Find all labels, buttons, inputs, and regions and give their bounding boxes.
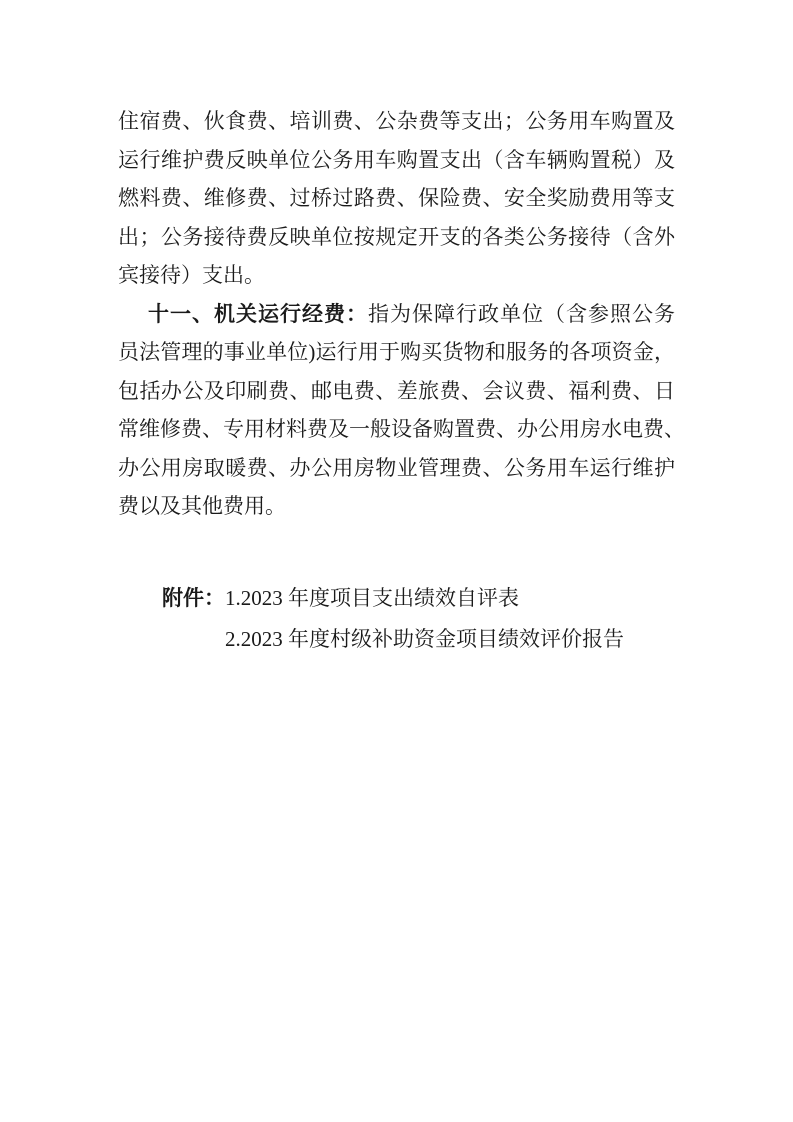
- text-line: [118, 333, 675, 372]
- line-text: 出；公务接待费反映单位按规定开支的各类公务接待（含外: [118, 224, 675, 249]
- text-line: [118, 487, 675, 526]
- text-line: [118, 179, 675, 218]
- line-text: 费以及其他费用。: [118, 494, 286, 518]
- line-text: 员法管理的事业单位)运行用于购买货物和服务的各项资金，: [118, 340, 675, 364]
- attachments-label: 附件：: [162, 586, 225, 610]
- line-text: 办公用房取暖费、办公用房物业管理费、公务用车运行维护: [118, 455, 675, 480]
- section-heading-line: [118, 295, 675, 334]
- text-line: [118, 449, 675, 488]
- line-text: 宾接待）支出。: [118, 263, 265, 287]
- section-title-bold: 十一、机关运行经费：: [148, 302, 368, 326]
- attachment-line: [118, 619, 675, 660]
- text-line: [118, 372, 675, 411]
- line-text: 燃料费、维修费、过桥过路费、保险费、安全奖励费用等支: [118, 186, 675, 210]
- text-line: [118, 102, 675, 141]
- attachments-block: [118, 578, 675, 660]
- line-text: 常维修费、专用材料费及一般设备购置费、办公用房水电费、: [118, 417, 685, 441]
- line-text: 包括办公及印刷费、邮电费、差旅费、会议费、福利费、日: [118, 378, 675, 403]
- line-text: 运行维护费反映单位公务用车购置支出（含车辆购置税）及: [118, 147, 675, 172]
- document-body: [118, 102, 685, 660]
- attachment-item: 1.2023 年度项目支出绩效自评表: [225, 585, 519, 610]
- text-line: [118, 218, 675, 257]
- text-line: [118, 141, 675, 180]
- text-line: [118, 410, 685, 449]
- line-text: 指为保障行政单位（含参照公务: [368, 301, 675, 326]
- attachment-item: 2.2023 年度村级补助资金项目绩效评价报告: [225, 626, 624, 651]
- line-text: 住宿费、伙食费、培训费、公杂费等支出；公务用车购置及: [118, 109, 675, 133]
- attachment-line: [118, 578, 675, 619]
- text-line: [118, 256, 675, 295]
